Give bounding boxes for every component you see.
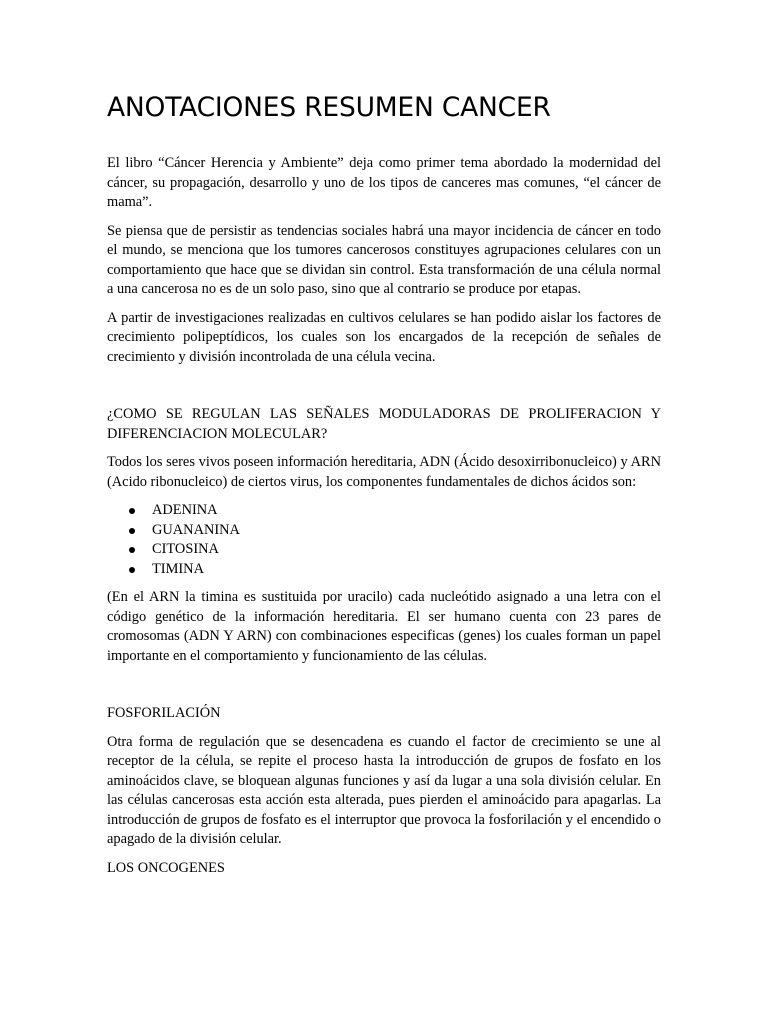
list-item	[107, 560, 661, 580]
paragraph-intro: El libro “Cáncer Herencia y Ambiente” deja como primer tema abordado la modernidad del cáncer, su propagación, desarrollo y uno de los tipos de canceres mas comunes, “el cáncer de mama”.	[107, 155, 661, 210]
section-heading-phosphorylation: FOSFORILACIÓN	[107, 705, 221, 721]
bullet-icon	[129, 567, 135, 573]
list-item-label: GUANANINA	[152, 521, 240, 538]
document-title: ANOTACIONES RESUMEN CANCER	[107, 92, 551, 123]
paragraph-hereditary-info: Todos los seres vivos poseen información hereditaria, ADN (Ácido desoxirribonucleico) y ARN (Acido ribonucleico) de ciertos virus, los componentes fundamentales de dichos ácidos son:	[107, 454, 661, 490]
paragraph-arn-uracil: (En el ARN la timina es sustituida por uracilo) cada nucleótido asignado a una letra con el código genético de la información hereditaria. El ser humano cuenta con 23 pares de cromosomas (ADN Y ARN) con combinaciones especificas (genes) los cuales forman un papel importante en el comportamiento y funcionamiento de las células.	[107, 589, 661, 664]
list-item	[107, 521, 661, 541]
paragraph-growth-factors: A partir de investigaciones realizadas en cultivos celulares se han podido aislar los factores de crecimiento polipeptídicos, los cuales son los encargados de la recepción de señales de crecimiento y división incontrolada de una célula vecina.	[107, 309, 661, 365]
bullet-icon	[129, 508, 135, 514]
nucleotide-base-list	[107, 501, 661, 579]
list-item-label: TIMINA	[152, 560, 204, 577]
list-item-label: ADENINA	[152, 502, 218, 518]
list-item	[107, 540, 661, 560]
section-heading-oncogenes: LOS ONCOGENES	[107, 859, 225, 876]
section-gap	[107, 675, 661, 704]
list-item	[107, 501, 661, 521]
bullet-icon	[129, 547, 135, 553]
bullet-icon	[129, 528, 135, 534]
document-body	[107, 88, 661, 887]
section-heading-regulation: ¿COMO SE REGULAN LAS SEÑALES MODULADORAS DE PROLIFERACION Y DIFERENCIACION MOLECULAR?	[107, 406, 661, 442]
section-gap	[107, 376, 661, 405]
paragraph-phosphorylation: Otra forma de regulación que se desencadena es cuando el factor de crecimiento se une al receptor de la célula, se repite el proceso hasta la introducción de grupos de fosfato en los aminoácidos clave, se bloquean algunas funciones y así da lugar a una sola división celular. En las células cancerosas esta acción esta alterada, pues pierden el aminoácido para apagarlas. La introducción de grupos de fosfato es el interruptor que provoca la fosforilación y el encendido o apagado de la división celular.	[107, 733, 661, 847]
paragraph-trends: Se piensa que de persistir as tendencias sociales habrá una mayor incidencia de cáncer en todo el mundo, se menciona que los tumores cancerosos constituyes agrupaciones celulares con un comportamiento que hace que se dividan sin control. Esta transformación de una célula normal a una cancerosa no es de un solo paso, sino que al contrario se produce por etapas.	[107, 222, 661, 297]
list-item-label: CITOSINA	[152, 541, 219, 557]
